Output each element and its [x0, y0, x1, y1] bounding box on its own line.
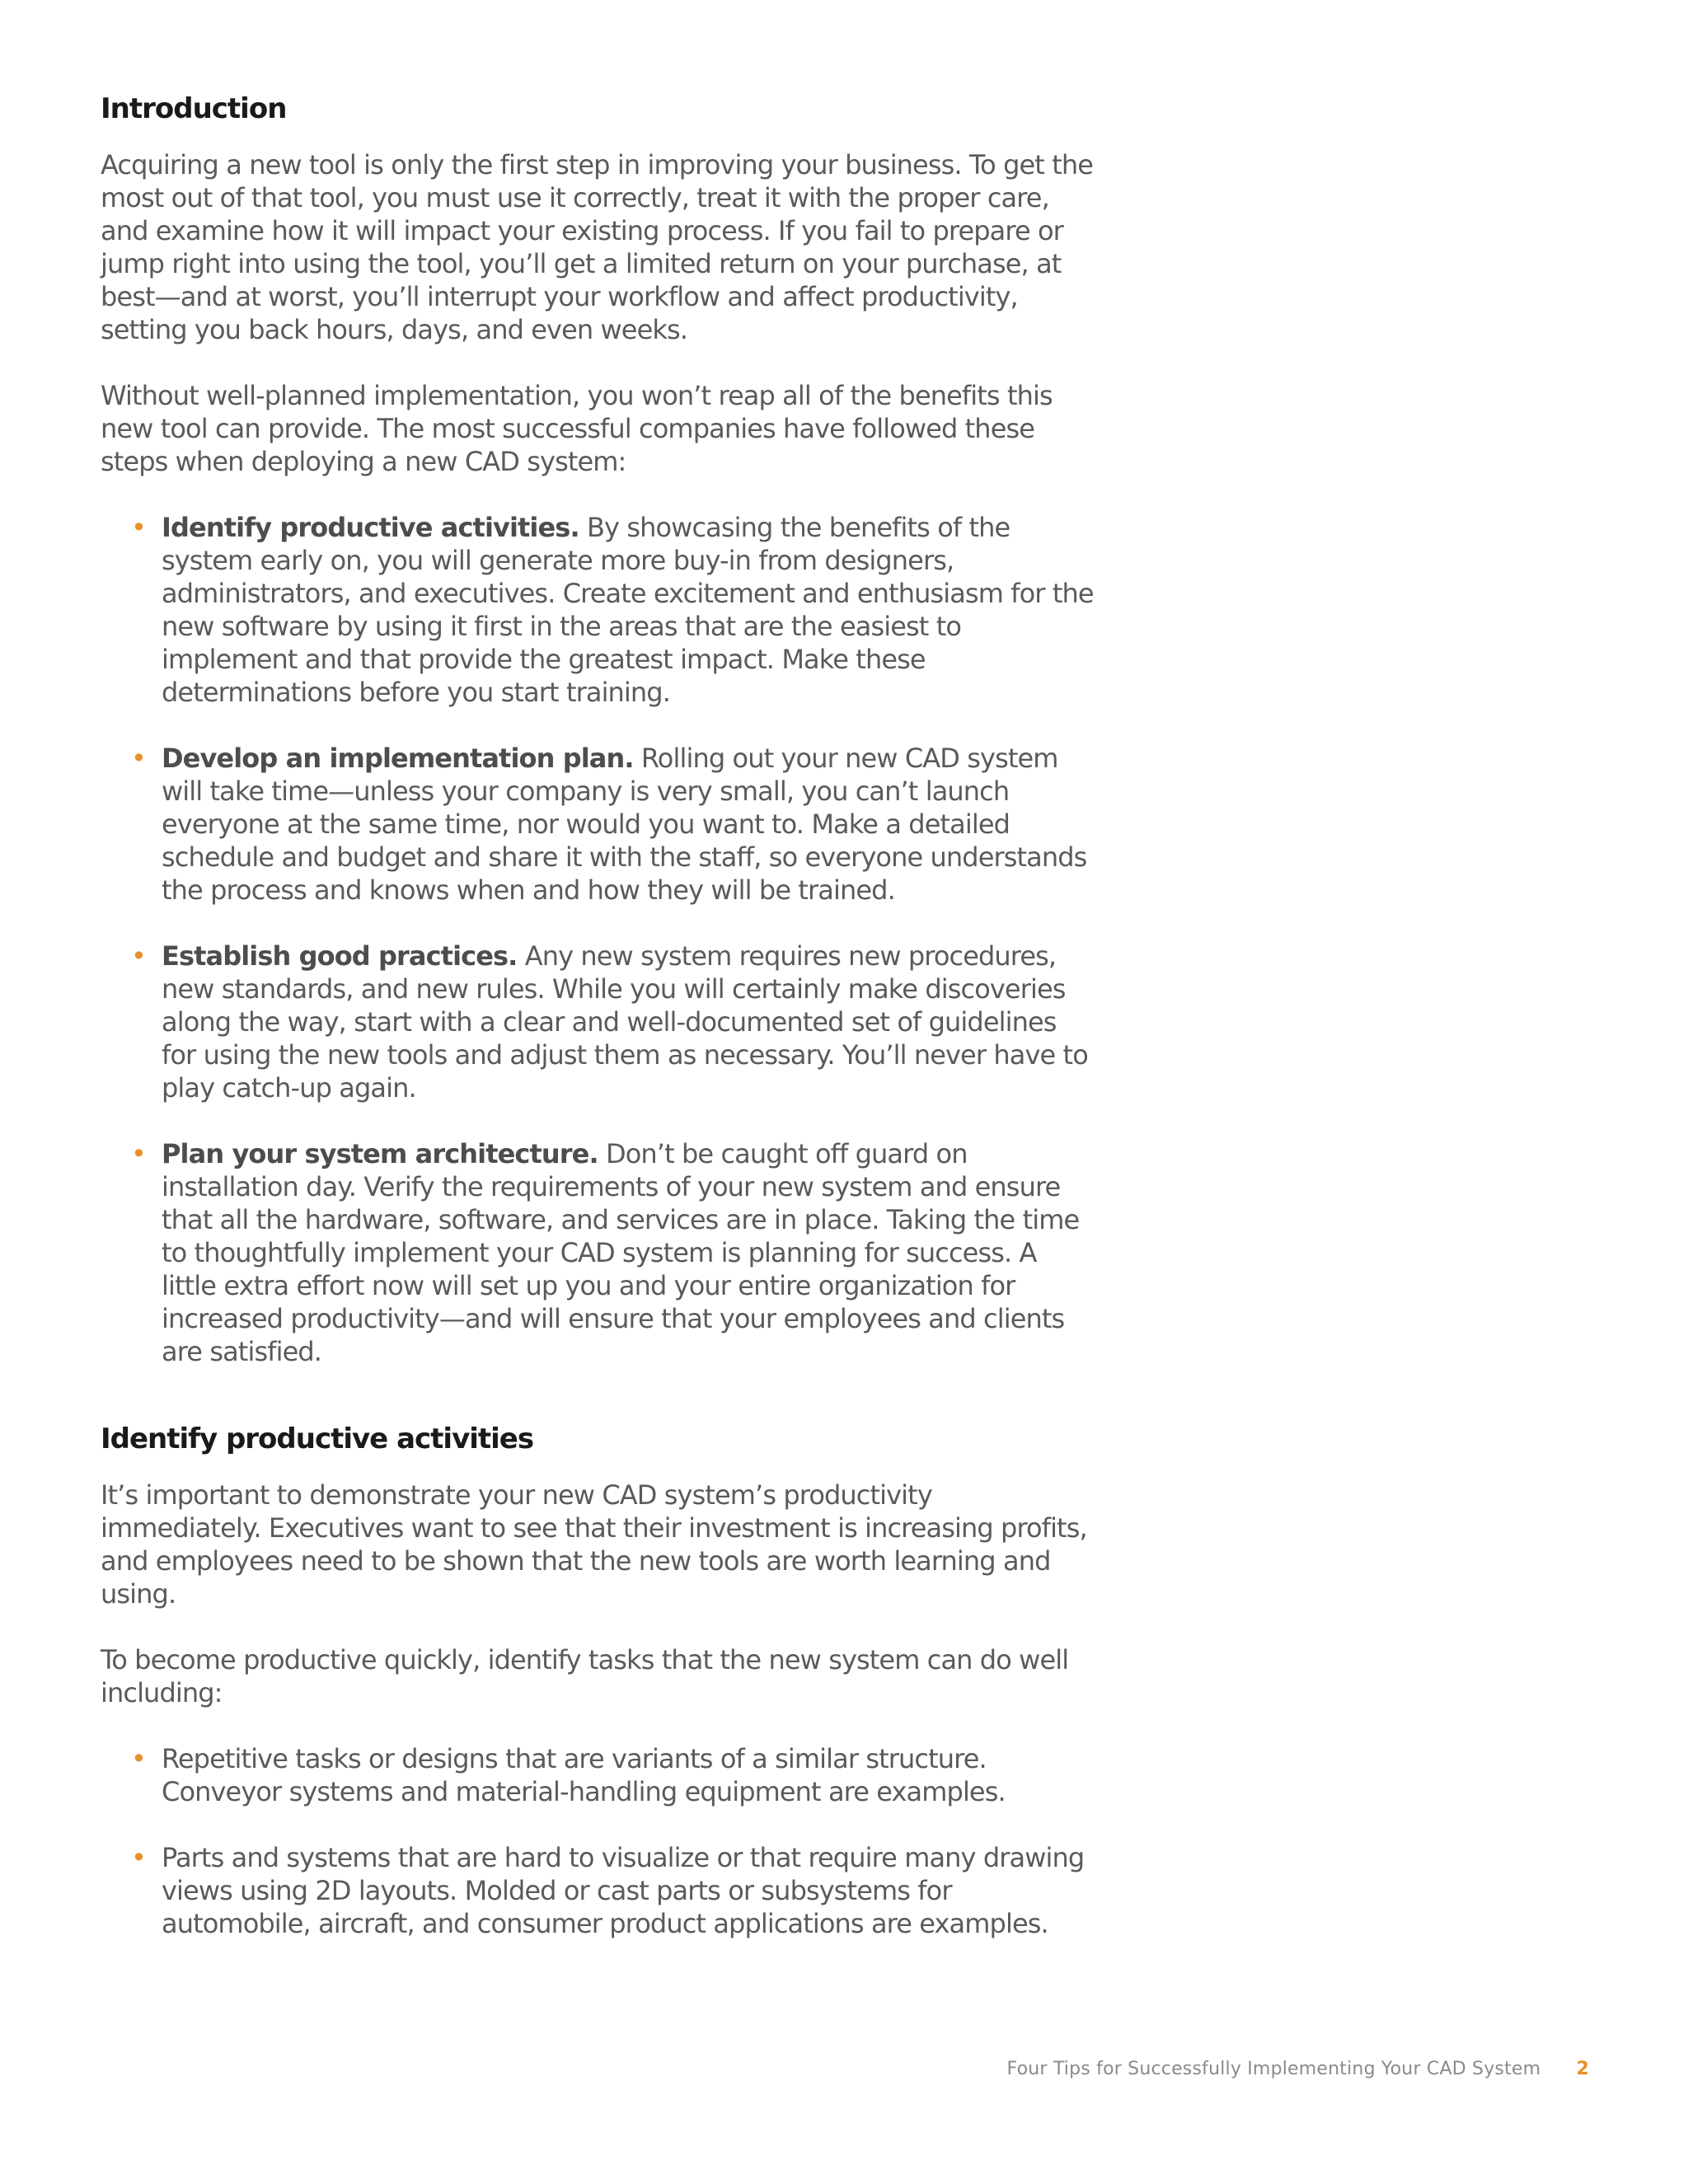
section-heading-introduction: Introduction [101, 92, 287, 125]
bullet-icon: • [131, 1138, 146, 1169]
identify-paragraph-2: To become productive quickly, identify tasks that the new system can do well including: [101, 1644, 1069, 1708]
page-number: 2 [1576, 2059, 1589, 2079]
intro-paragraph-2: Without well-planned implementation, you won’t reap all of the benefits this new tool can provide. The most successful companies have followed these steps when deploying a new CAD system: [101, 380, 1053, 477]
bullet-lead: Identify productive activities. [162, 512, 579, 543]
list-item [101, 1137, 1098, 1368]
bullet-text: By showcasing the benefits of the system early on, you will generate more buy-in from designers, administrators, and executives. Create excitement and enthusiasm for the new software by using it first in the areas that are the easiest to implement and that provide the greatest impact. Make these determinations before you start training. [162, 512, 1094, 708]
bullet-text: Repetitive tasks or designs that are variants of a similar structure. Conveyor systems and material-handling equipment are examples. [162, 1743, 1006, 1807]
bullet-text: Rolling out your new CAD system will take time—unless your company is very small, you can’t launch everyone at the same time, nor would you want to. Make a detailed schedule and budget and share it with the staff, so everyone understands the process and knows when and how they will be trained. [162, 743, 1087, 906]
bullet-lead: Establish good practices. [162, 940, 518, 972]
bullet-icon: • [131, 512, 146, 543]
bullet-text: Don’t be caught off guard on installation day. Verify the requirements of your new system and ensure that all the hardware, software, and services are in place. Taking the time to thoughtfully implement your CAD system is planning for success. A little extra effort now will set up you and your entire organization for increased productivity—and will ensure that your employees and clients are satisfied. [162, 1138, 1080, 1367]
bullet-text: Any new system requires new procedures, new standards, and new rules. While you will certainly make discoveries along the way, start with a clear and well-documented set of guidelines for using the new tools and adjust them as necessary. You’ll never have to play catch-up again. [162, 940, 1088, 1104]
list-item [101, 511, 1098, 709]
bullet-lead: Develop an implementation plan. [162, 743, 634, 774]
bullet-icon: • [131, 743, 146, 774]
list-item [101, 940, 1098, 1104]
list-item [101, 742, 1098, 907]
bullet-icon: • [131, 940, 146, 972]
bullet-icon: • [131, 1842, 146, 1873]
list-item [101, 1742, 1098, 1808]
bullet-lead: Plan your system architecture. [162, 1138, 598, 1169]
productive-tasks-list [101, 1742, 1098, 1940]
footer-document-title: Four Tips for Successfully Implementing Your CAD System [1006, 2059, 1541, 2079]
list-item [101, 1841, 1098, 1940]
page-footer [1007, 2057, 1589, 2082]
identify-paragraph-1: It’s important to demonstrate your new CAD system’s productivity immediately. Executives want to see that their investment is increasing profits, and employees need to be shown that the new tools are worth learning and using. [101, 1479, 1087, 1610]
intro-paragraph-1: Acquiring a new tool is only the first step in improving your business. To get the most out of that tool, you must use it correctly, treat it with the proper care, and examine how it will impact your existing process. If you fail to prepare or jump right into using the tool, you’ll get a limited return on your purchase, at best—and at worst, you’ll interrupt your workflow and affect productivity, setting you back hours, days, and even weeks. [101, 149, 1094, 345]
section-heading-identify-productive-activities: Identify productive activities [101, 1422, 534, 1455]
implementation-steps-list [101, 511, 1098, 1368]
document-body [101, 89, 1098, 1940]
bullet-icon: • [131, 1743, 146, 1774]
bullet-text: Parts and systems that are hard to visualize or that require many drawing views using 2D layouts. Molded or cast parts or subsystems for automobile, aircraft, and consumer product applications are examples. [162, 1842, 1085, 1939]
